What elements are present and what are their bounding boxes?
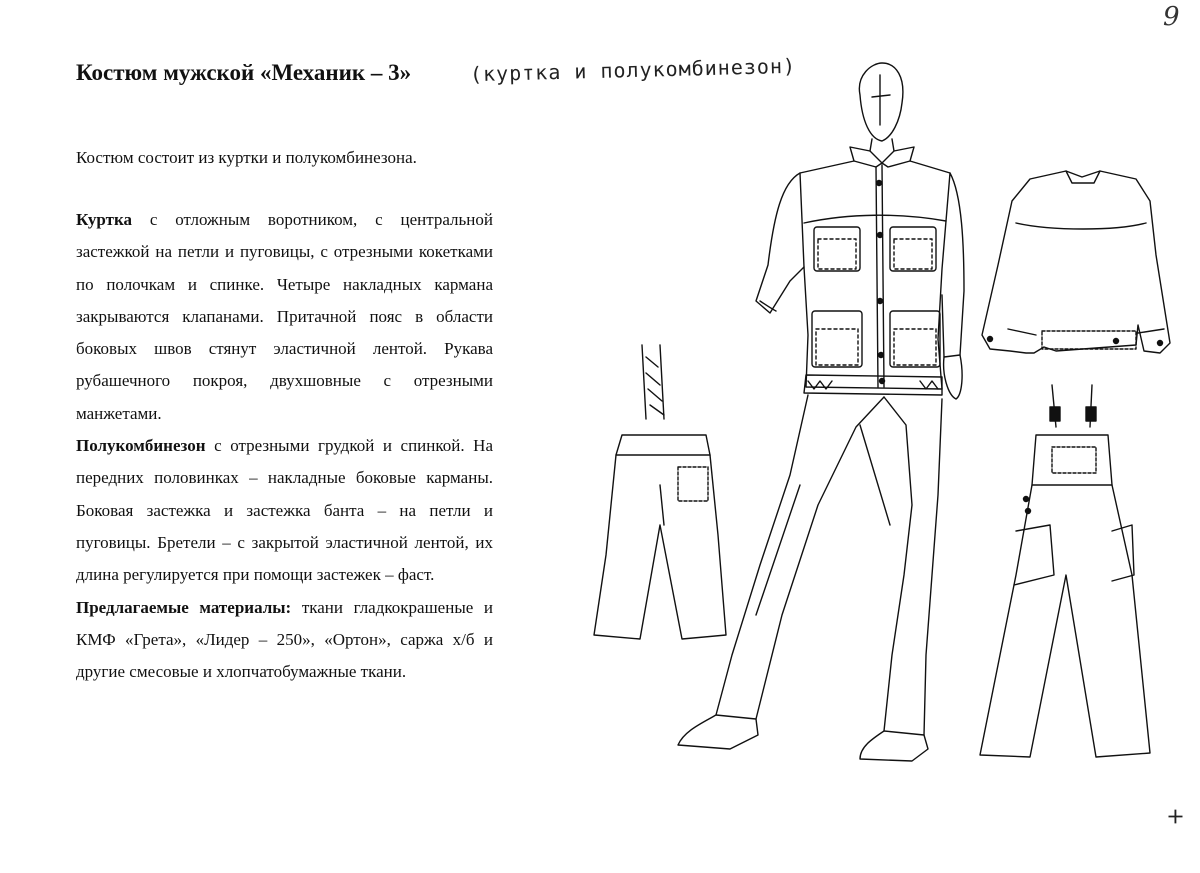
jacket-term: Куртка (76, 210, 133, 229)
corner-mark: + (1162, 807, 1188, 826)
overalls-front-sketch (980, 385, 1150, 757)
jacket-text: с отложным воротником, с центральной застежкой на петли и пуговицы, с отрезными кокетками по полочкам и спинке. Четыре накладных кармана закрываются клапанами. Притачной пояс в области боковых швов стянут эластичной лентой. Рукава рубашечного покроя, двухшовные с отрезными манжетами. (76, 210, 493, 423)
description-body (76, 204, 493, 688)
costume-illustrations (560, 55, 1190, 775)
jacket-back-sketch (982, 171, 1170, 353)
intro-text: Костюм состоит из куртки и полукомбинезона. (76, 148, 417, 167)
materials-term: Предлагаемые материалы: (76, 597, 292, 617)
handwritten-note: (куртка и полукомбинезон) (469, 53, 797, 87)
man-in-costume-sketch (678, 63, 964, 761)
jacket-paragraph (76, 204, 493, 430)
page-number: 9 (1163, 2, 1180, 32)
overalls-term: Полукомбинезон (76, 436, 206, 456)
overalls-paragraph (76, 430, 493, 591)
materials-text: ткани гладкокрашеные и КМФ «Грета», «Лидер – 250», «Ортон», саржа х/б и другие смесовые и хлопчатобумажные ткани. (76, 597, 493, 682)
page-title: Костюм мужской «Механик – 3» (76, 60, 412, 85)
materials-paragraph (76, 592, 493, 689)
overalls-back-sketch (594, 345, 726, 639)
overalls-text: с отрезными грудкой и спинкой. На передних половинках – накладные боковые карманы. Боковая застежка и застежка банта – на петли и пуговицы. Бретели – с закрытой эластичной лентой, их длина регулируется при помощи застежек – фаст. (76, 436, 493, 585)
